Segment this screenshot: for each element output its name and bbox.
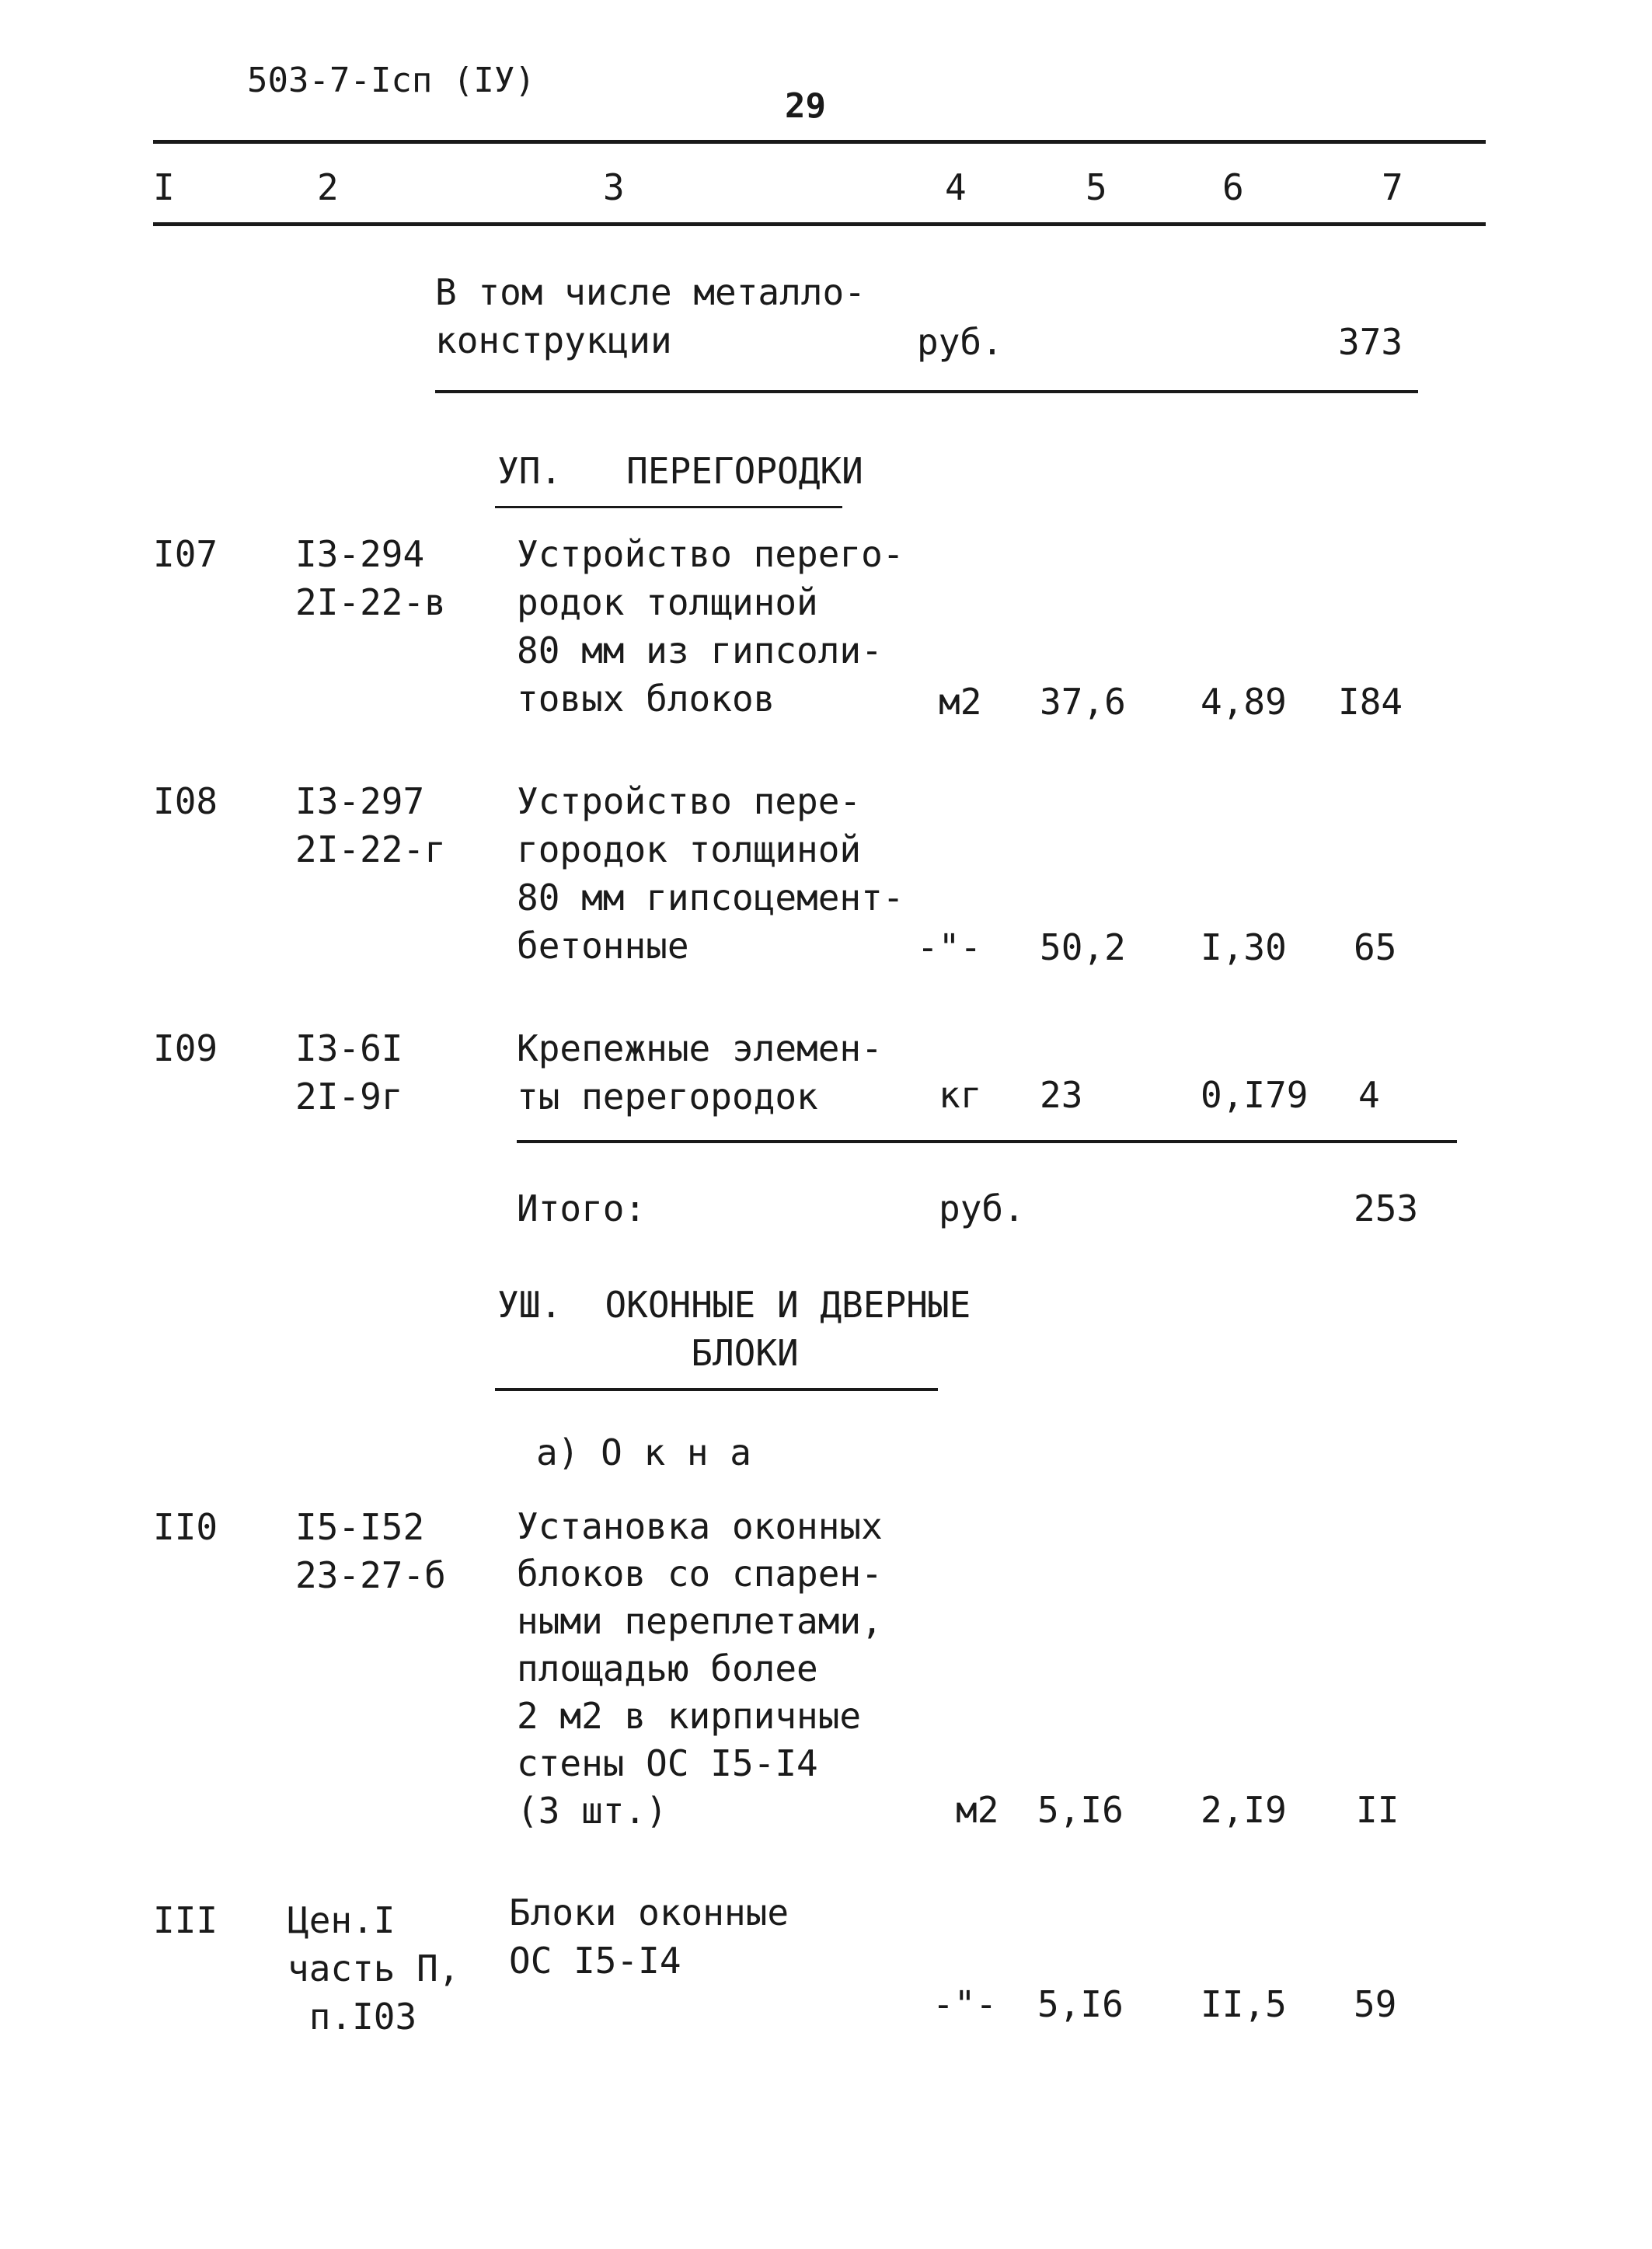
subtotal-rule: [517, 1140, 1457, 1143]
row-110-num: II0: [153, 1506, 218, 1548]
row-111-code: Цен.I часть П, п.I03: [288, 1899, 460, 2038]
row-110-desc: Установка оконных блоков со спарен- ными переплетами, площадью более 2 м2 в кирпичные стены ОС I5-I4 (3 шт.): [517, 1505, 883, 1832]
row-111-price: II,5: [1201, 1983, 1287, 2025]
section-8-heading: УШ. ОКОННЫЕ И ДВЕРНЫЕ БЛОКИ: [497, 1284, 971, 1374]
row-110-total: II: [1356, 1789, 1399, 1831]
row-109-unit: кг: [939, 1074, 982, 1116]
row-111-total: 59: [1354, 1983, 1397, 2025]
row-107-total: I84: [1338, 681, 1403, 723]
row-110-qty: 5,I6: [1037, 1789, 1124, 1831]
row-107-desc: Устройство перего- родок толщиной 80 мм из гипсоли- товых блоков: [517, 533, 904, 720]
header-top-rule: [153, 140, 1486, 144]
col-header-3: 3: [603, 166, 625, 208]
section-8-subheading: а) О к н а: [536, 1431, 751, 1473]
row-107-unit: м2: [939, 681, 982, 723]
section-7-heading: УП. ПЕРЕГОРОДКИ: [497, 450, 863, 492]
row-108-desc: Устройство пере- городок толщиной 80 мм гипсоцемент- бетонные: [517, 780, 904, 967]
section-8-underline: [495, 1388, 938, 1391]
row-107-qty: 37,6: [1040, 681, 1126, 723]
metal-description: В том числе металло- конструкции: [435, 271, 866, 361]
row-111-num: III: [153, 1899, 218, 1941]
subtotal-unit: руб.: [939, 1187, 1025, 1229]
row-111-desc: Блоки оконные ОС I5-I4: [509, 1892, 789, 1982]
metal-unit: руб.: [917, 321, 1003, 363]
col-header-7: 7: [1382, 166, 1403, 208]
col-header-2: 2: [317, 166, 339, 208]
col-header-6: 6: [1222, 166, 1244, 208]
row-107-price: 4,89: [1201, 681, 1287, 723]
row-108-code: I3-297 2I-22-г: [295, 780, 446, 870]
row-108-qty: 50,2: [1040, 926, 1126, 968]
row-109-total: 4: [1358, 1074, 1380, 1116]
row-107-code: I3-294 2I-22-в: [295, 533, 446, 623]
row-109-num: I09: [153, 1027, 218, 1069]
col-header-5: 5: [1086, 166, 1107, 208]
row-109-qty: 23: [1040, 1074, 1083, 1116]
row-111-unit: -"-: [932, 1983, 998, 2025]
row-109-desc: Крепежные элемен- ты перегородок: [517, 1027, 883, 1118]
row-108-price: I,30: [1201, 926, 1287, 968]
row-110-unit: м2: [956, 1789, 999, 1831]
row-109-code: I3-6I 2I-9г: [295, 1027, 403, 1118]
row-108-num: I08: [153, 780, 218, 822]
row-110-code: I5-I52 23-27-б: [295, 1506, 446, 1596]
page-number: 29: [785, 86, 826, 126]
subtotal-label: Итого:: [517, 1187, 647, 1229]
metal-rule: [435, 390, 1418, 393]
row-107-num: I07: [153, 533, 218, 575]
row-108-unit: -"-: [917, 926, 982, 968]
row-109-price: 0,I79: [1201, 1074, 1309, 1116]
metal-total: 373: [1338, 321, 1403, 363]
row-108-total: 65: [1354, 926, 1397, 968]
row-111-qty: 5,I6: [1037, 1983, 1124, 2025]
header-bottom-rule: [153, 222, 1486, 226]
section-7-underline: [495, 506, 842, 508]
subtotal-total: 253: [1354, 1187, 1419, 1229]
col-header-4: 4: [945, 166, 967, 208]
row-110-price: 2,I9: [1201, 1789, 1287, 1831]
document-code: 503-7-Iсп (IУ): [247, 61, 535, 100]
col-header-1: I: [153, 166, 175, 208]
